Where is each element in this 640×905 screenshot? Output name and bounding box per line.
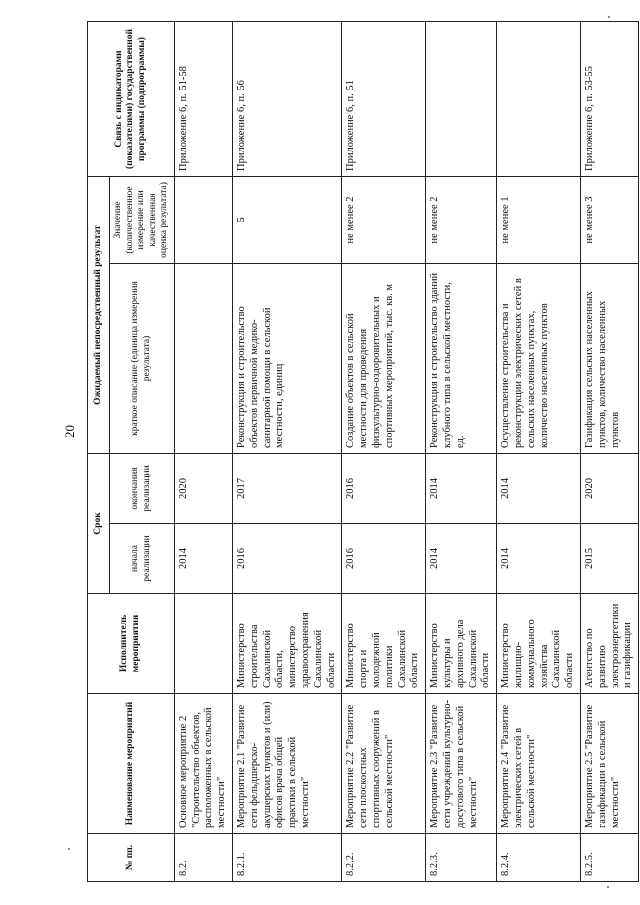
cell-link: Приложение 6, п. 53-55 bbox=[581, 22, 639, 177]
cell-desc: Осуществление строительства и реконструкции электрических сетей в сельских населенных пунктах, количество населенных пунктов bbox=[497, 264, 581, 454]
header-period: Срок bbox=[88, 454, 110, 594]
cell-end: 2014 bbox=[426, 454, 497, 524]
page-number: 20 bbox=[62, 425, 77, 438]
cell-start: 2014 bbox=[174, 524, 232, 594]
rotated-table-wrapper bbox=[87, 22, 634, 882]
scan-speck bbox=[68, 848, 70, 850]
header-desc: краткое описание (единица измерения результата) bbox=[110, 264, 175, 454]
cell-desc: Создание объектов в сельской местности для проведения физкультурно-оздоровительных и спортивных мероприятий, тыс. кв. м bbox=[342, 264, 426, 454]
table-row bbox=[174, 22, 232, 882]
cell-link: Приложение 6, п. 51 bbox=[342, 22, 426, 177]
cell-value bbox=[174, 177, 232, 264]
scan-speck bbox=[608, 16, 610, 18]
cell-value: не менее 3 bbox=[581, 177, 639, 264]
cell-link bbox=[426, 22, 497, 177]
cell-desc: Реконструкция и строительство объектов первичной медико-санитарной помощи в сельской местности, единиц bbox=[233, 264, 342, 454]
cell-value: не менее 2 bbox=[426, 177, 497, 264]
cell-executor: Министерство строительства Сахалинской области, министерство здравоохранения Сахалинской области bbox=[233, 594, 342, 694]
cell-executor: Министерство спорта и молодежной политики Сахалинской области bbox=[342, 594, 426, 694]
cell-desc: Реконструкция и строительство зданий клубного типа в сельской местности, ед. bbox=[426, 264, 497, 454]
cell-link: Приложение 6, п. 51-58 bbox=[174, 22, 232, 177]
header-name: Наименование мероприятий bbox=[88, 694, 175, 834]
cell-link: Приложение 6, п. 56 bbox=[233, 22, 342, 177]
cell-value: не менее 2 bbox=[342, 177, 426, 264]
cell-start: 2015 bbox=[581, 524, 639, 594]
cell-executor bbox=[174, 594, 232, 694]
cell-start: 2014 bbox=[497, 524, 581, 594]
cell-start: 2014 bbox=[426, 524, 497, 594]
header-num: № пп. bbox=[88, 834, 175, 882]
cell-desc bbox=[174, 264, 232, 454]
header-executor: Исполнитель мероприятия bbox=[88, 594, 175, 694]
table-row bbox=[426, 22, 497, 882]
cell-end: 2020 bbox=[581, 454, 639, 524]
cell-name: Мероприятие 2.1 "Развитие сети фельдшерско-акушерских пунктов и (или) офисов врача общей практики в сельской местности" bbox=[233, 694, 342, 834]
cell-value: не менее 1 bbox=[497, 177, 581, 264]
cell-end: 2017 bbox=[233, 454, 342, 524]
header-link: Связь с индикаторами (показателями) государственной программы (подпрограммы) bbox=[88, 22, 175, 177]
cell-num: 8.2.2. bbox=[342, 834, 426, 882]
cell-end: 2014 bbox=[497, 454, 581, 524]
table-row bbox=[581, 22, 639, 882]
cell-num: 8.2.4. bbox=[497, 834, 581, 882]
cell-name: Мероприятие 2.2 "Развитие сети плоскостных спортивных сооружений в сельской местности" bbox=[342, 694, 426, 834]
cell-num: 8.2. bbox=[174, 834, 232, 882]
header-expected: Ожидаемый непосредственный результат bbox=[88, 177, 110, 454]
header-start: начала реализации bbox=[110, 524, 175, 594]
cell-end: 2016 bbox=[342, 454, 426, 524]
cell-name: Основное мероприятие 2 "Строительство объектов, расположенных в сельской местности" bbox=[174, 694, 232, 834]
cell-executor: Министерство культуры и архивного дела Сахалинской области bbox=[426, 594, 497, 694]
cell-end: 2020 bbox=[174, 454, 232, 524]
cell-start: 2016 bbox=[342, 524, 426, 594]
cell-name: Мероприятие 2.5 "Развитие газификации в сельской местности" bbox=[581, 694, 639, 834]
cell-name: Мероприятие 2.4 "Развитие электрических сетей в сельской местности" bbox=[497, 694, 581, 834]
header-end: окончания реализации bbox=[110, 454, 175, 524]
scan-speck bbox=[607, 886, 609, 888]
cell-desc: Газификация сельских населенных пунктов, количество населенных пунктов bbox=[581, 264, 639, 454]
cell-name: Мероприятие 2.3 "Развитие сети учреждений культурно-досугового типа в сельской местности" bbox=[426, 694, 497, 834]
table-row bbox=[497, 22, 581, 882]
cell-num: 8.2.5. bbox=[581, 834, 639, 882]
header-value: Значение (количественное измерение или качественная оценка результата) bbox=[110, 177, 175, 264]
table-row bbox=[342, 22, 426, 882]
table-row bbox=[233, 22, 342, 882]
cell-num: 8.2.1. bbox=[233, 834, 342, 882]
cell-value: 5 bbox=[233, 177, 342, 264]
cell-start: 2016 bbox=[233, 524, 342, 594]
cell-executor: Министерство жилищно-коммунального хозяйства Сахалинской области bbox=[497, 594, 581, 694]
activities-table bbox=[87, 21, 639, 882]
cell-link bbox=[497, 22, 581, 177]
cell-executor: Агентство по развитию электроэнергетики и газификации bbox=[581, 594, 639, 694]
cell-num: 8.2.3. bbox=[426, 834, 497, 882]
